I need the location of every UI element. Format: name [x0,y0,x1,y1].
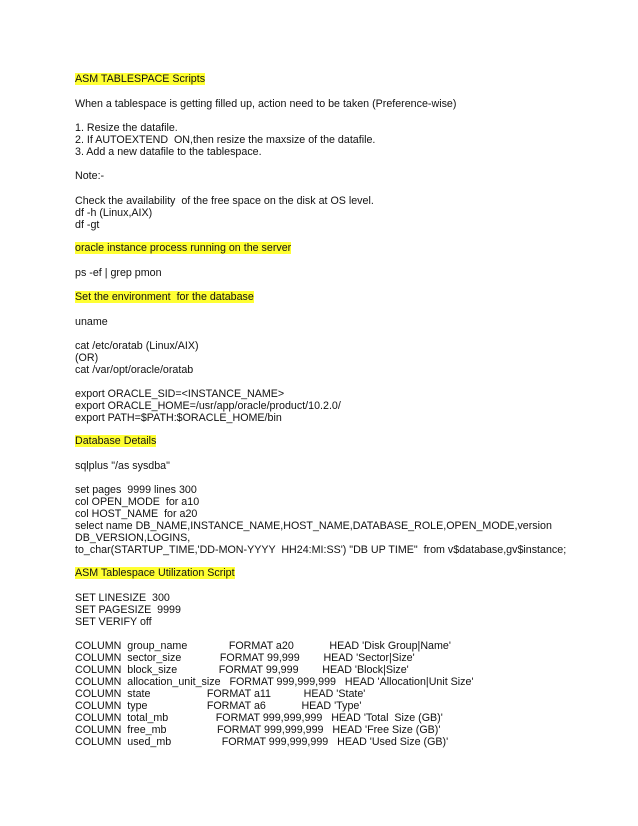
heading-instance-process: oracle instance process running on the server [75,242,292,254]
sql-line: SET LINESIZE 300 [75,592,170,604]
step-line: 3. Add a new datafile to the tablespace. [75,146,262,158]
column-line: COLUMN allocation_unit_size FORMAT 999,999,999 HEAD 'Allocation|Unit Size' [75,676,474,688]
command-line: export ORACLE_SID=<INSTANCE_NAME> [75,388,285,400]
sql-line: SET PAGESIZE 9999 [75,604,181,616]
check-text: Check the availability of the free space on the disk at OS level. [75,195,374,207]
command-line: cat /etc/oratab (Linux/AIX) [75,340,199,352]
heading-database-details: Database Details [75,435,157,447]
command-line: df -h (Linux,AIX) [75,207,153,219]
sql-line: col HOST_NAME for a20 [75,508,198,520]
column-line: COLUMN used_mb FORMAT 999,999,999 HEAD 'Used Size (GB)' [75,736,449,748]
step-line: 1. Resize the datafile. [75,122,178,134]
column-line: COLUMN group_name FORMAT a20 HEAD 'Disk Group|Name' [75,640,451,652]
command-line: df -gt [75,219,100,231]
command-line: sqlplus "/as sysdba" [75,460,170,472]
sql-line: SET VERIFY off [75,616,152,628]
column-line: COLUMN total_mb FORMAT 999,999,999 HEAD 'Total Size (GB)' [75,712,443,724]
column-line: COLUMN type FORMAT a6 HEAD 'Type' [75,700,362,712]
column-line: COLUMN state FORMAT a11 HEAD 'State' [75,688,366,700]
heading-set-environment: Set the environment for the database [75,291,254,303]
command-line: export PATH=$PATH:$ORACLE_HOME/bin [75,412,282,424]
command-line: cat /var/opt/oracle/oratab [75,364,194,376]
column-line: COLUMN sector_size FORMAT 99,999 HEAD 'Sector|Size' [75,652,415,664]
command-line: uname [75,316,108,328]
note-label: Note:- [75,170,105,182]
sql-line: DB_VERSION,LOGINS, [75,532,191,544]
heading-asm-utilization: ASM Tablespace Utilization Script [75,567,235,579]
sql-line: col OPEN_MODE for a10 [75,496,200,508]
sql-line: set pages 9999 lines 300 [75,484,197,496]
heading-asm-tablespace-scripts: ASM TABLESPACE Scripts [75,73,206,85]
column-line: COLUMN block_size FORMAT 99,999 HEAD 'Block|Size' [75,664,409,676]
command-line: export ORACLE_HOME=/usr/app/oracle/product/10.2.0/ [75,400,341,412]
intro-text: When a tablespace is getting filled up, action need to be taken (Preference-wise) [75,98,457,110]
sql-line: select name DB_NAME,INSTANCE_NAME,HOST_NAME,DATABASE_ROLE,OPEN_MODE,version [75,520,552,532]
column-line: COLUMN free_mb FORMAT 999,999,999 HEAD 'Free Size (GB)' [75,724,441,736]
step-line: 2. If AUTOEXTEND ON,then resize the maxsize of the datafile. [75,134,376,146]
command-line: ps -ef | grep pmon [75,267,162,279]
command-line: (OR) [75,352,99,364]
sql-line: to_char(STARTUP_TIME,'DD-MON-YYYY HH24:MI:SS') "DB UP TIME" from v$database,gv$instance; [75,544,567,556]
